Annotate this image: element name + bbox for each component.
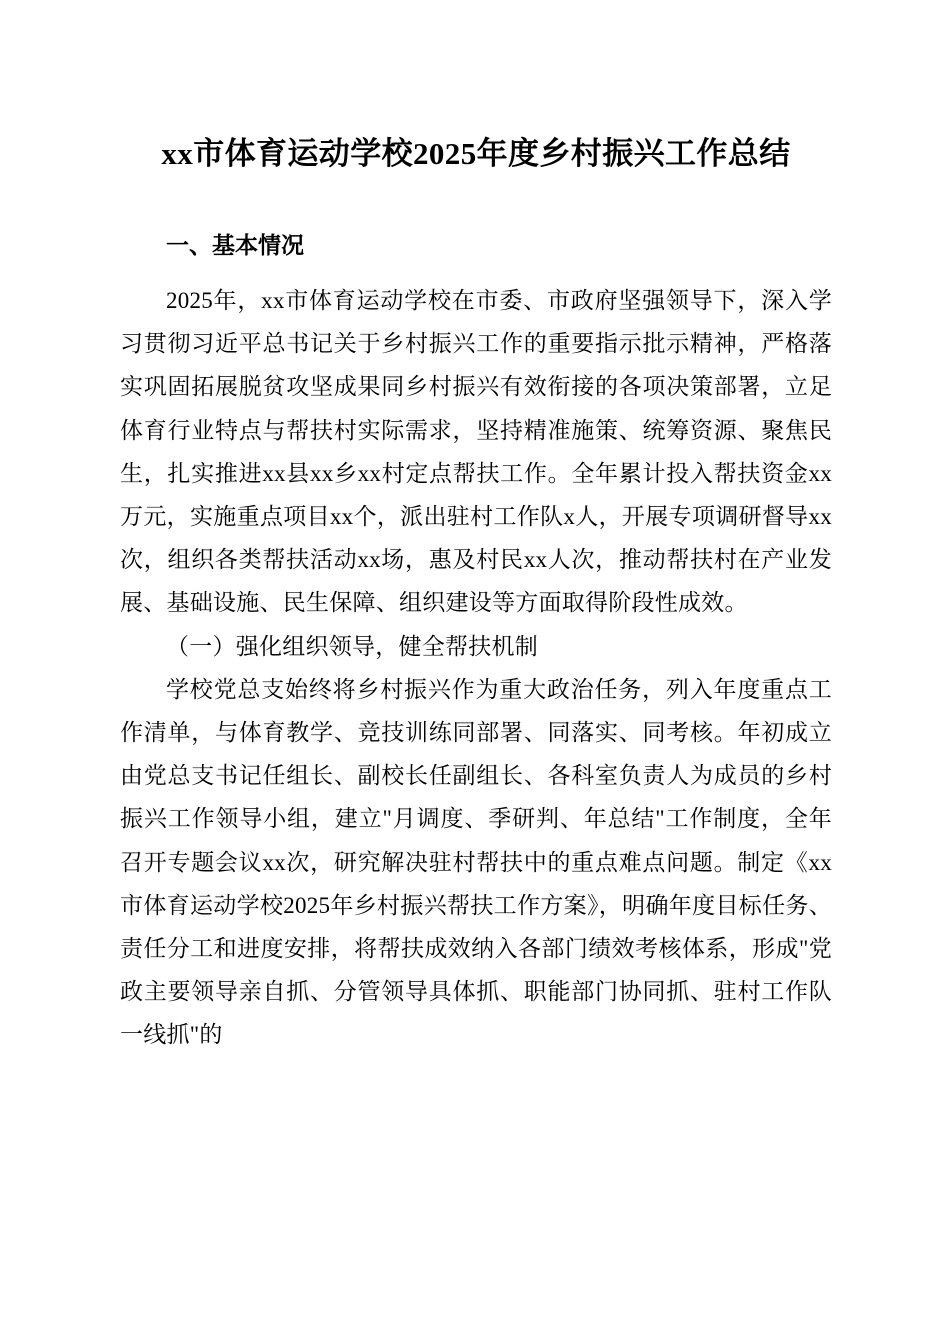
paragraph-overview: 2025年，xx市体育运动学校在市委、市政府坚强领导下，深入学习贯彻习近平总书记关于乡村振兴工作的重要指示批示精神，严格落实巩固拓展脱贫攻坚成果同乡村振兴有效衔接的各项决策部署，立足体育行业特点与帮扶村实际需求，坚持精准施策、统筹资源、聚焦民生，扎实推进xx县xx乡xx村定点帮扶工作。全年累计投入帮扶资金xx万元，实施重点项目xx个，派出驻村工作队x人，开展专项调研督导xx次，组织各类帮扶活动xx场，惠及村民xx人次，推动帮扶村在产业发展、基础设施、民生保障、组织建设等方面取得阶段性成效。 xyxy=(120,288,832,616)
document-content xyxy=(120,0,832,1057)
subsection-heading-organizational-leadership: （一）强化组织领导，健全帮扶机制 xyxy=(166,633,538,659)
section-heading-basic-situation: 一、基本情况 xyxy=(166,232,304,258)
paragraph-organizational-leadership: 学校党总支始终将乡村振兴作为重大政治任务，列入年度重点工作清单，与体育教学、竞技训练同部署、同落实、同考核。年初成立由党总支书记任组长、副校长任副组长、各科室负责人为成员的乡村振兴工作领导小组，建立"月调度、季研判、年总结"工作制度，全年召开专题会议xx次，研究解决驻村帮扶中的重点难点问题。制定《xx市体育运动学校2025年乡村振兴帮扶工作方案》，明确年度目标任务、责任分工和进度安排，将帮扶成效纳入各部门绩效考核体系，形成"党政主要领导亲自抓、分管领导具体抓、职能部门协同抓、驻村工作队一线抓"的 xyxy=(120,676,832,1048)
document-title: xx市体育运动学校2025年度乡村振兴工作总结 xyxy=(161,136,791,171)
